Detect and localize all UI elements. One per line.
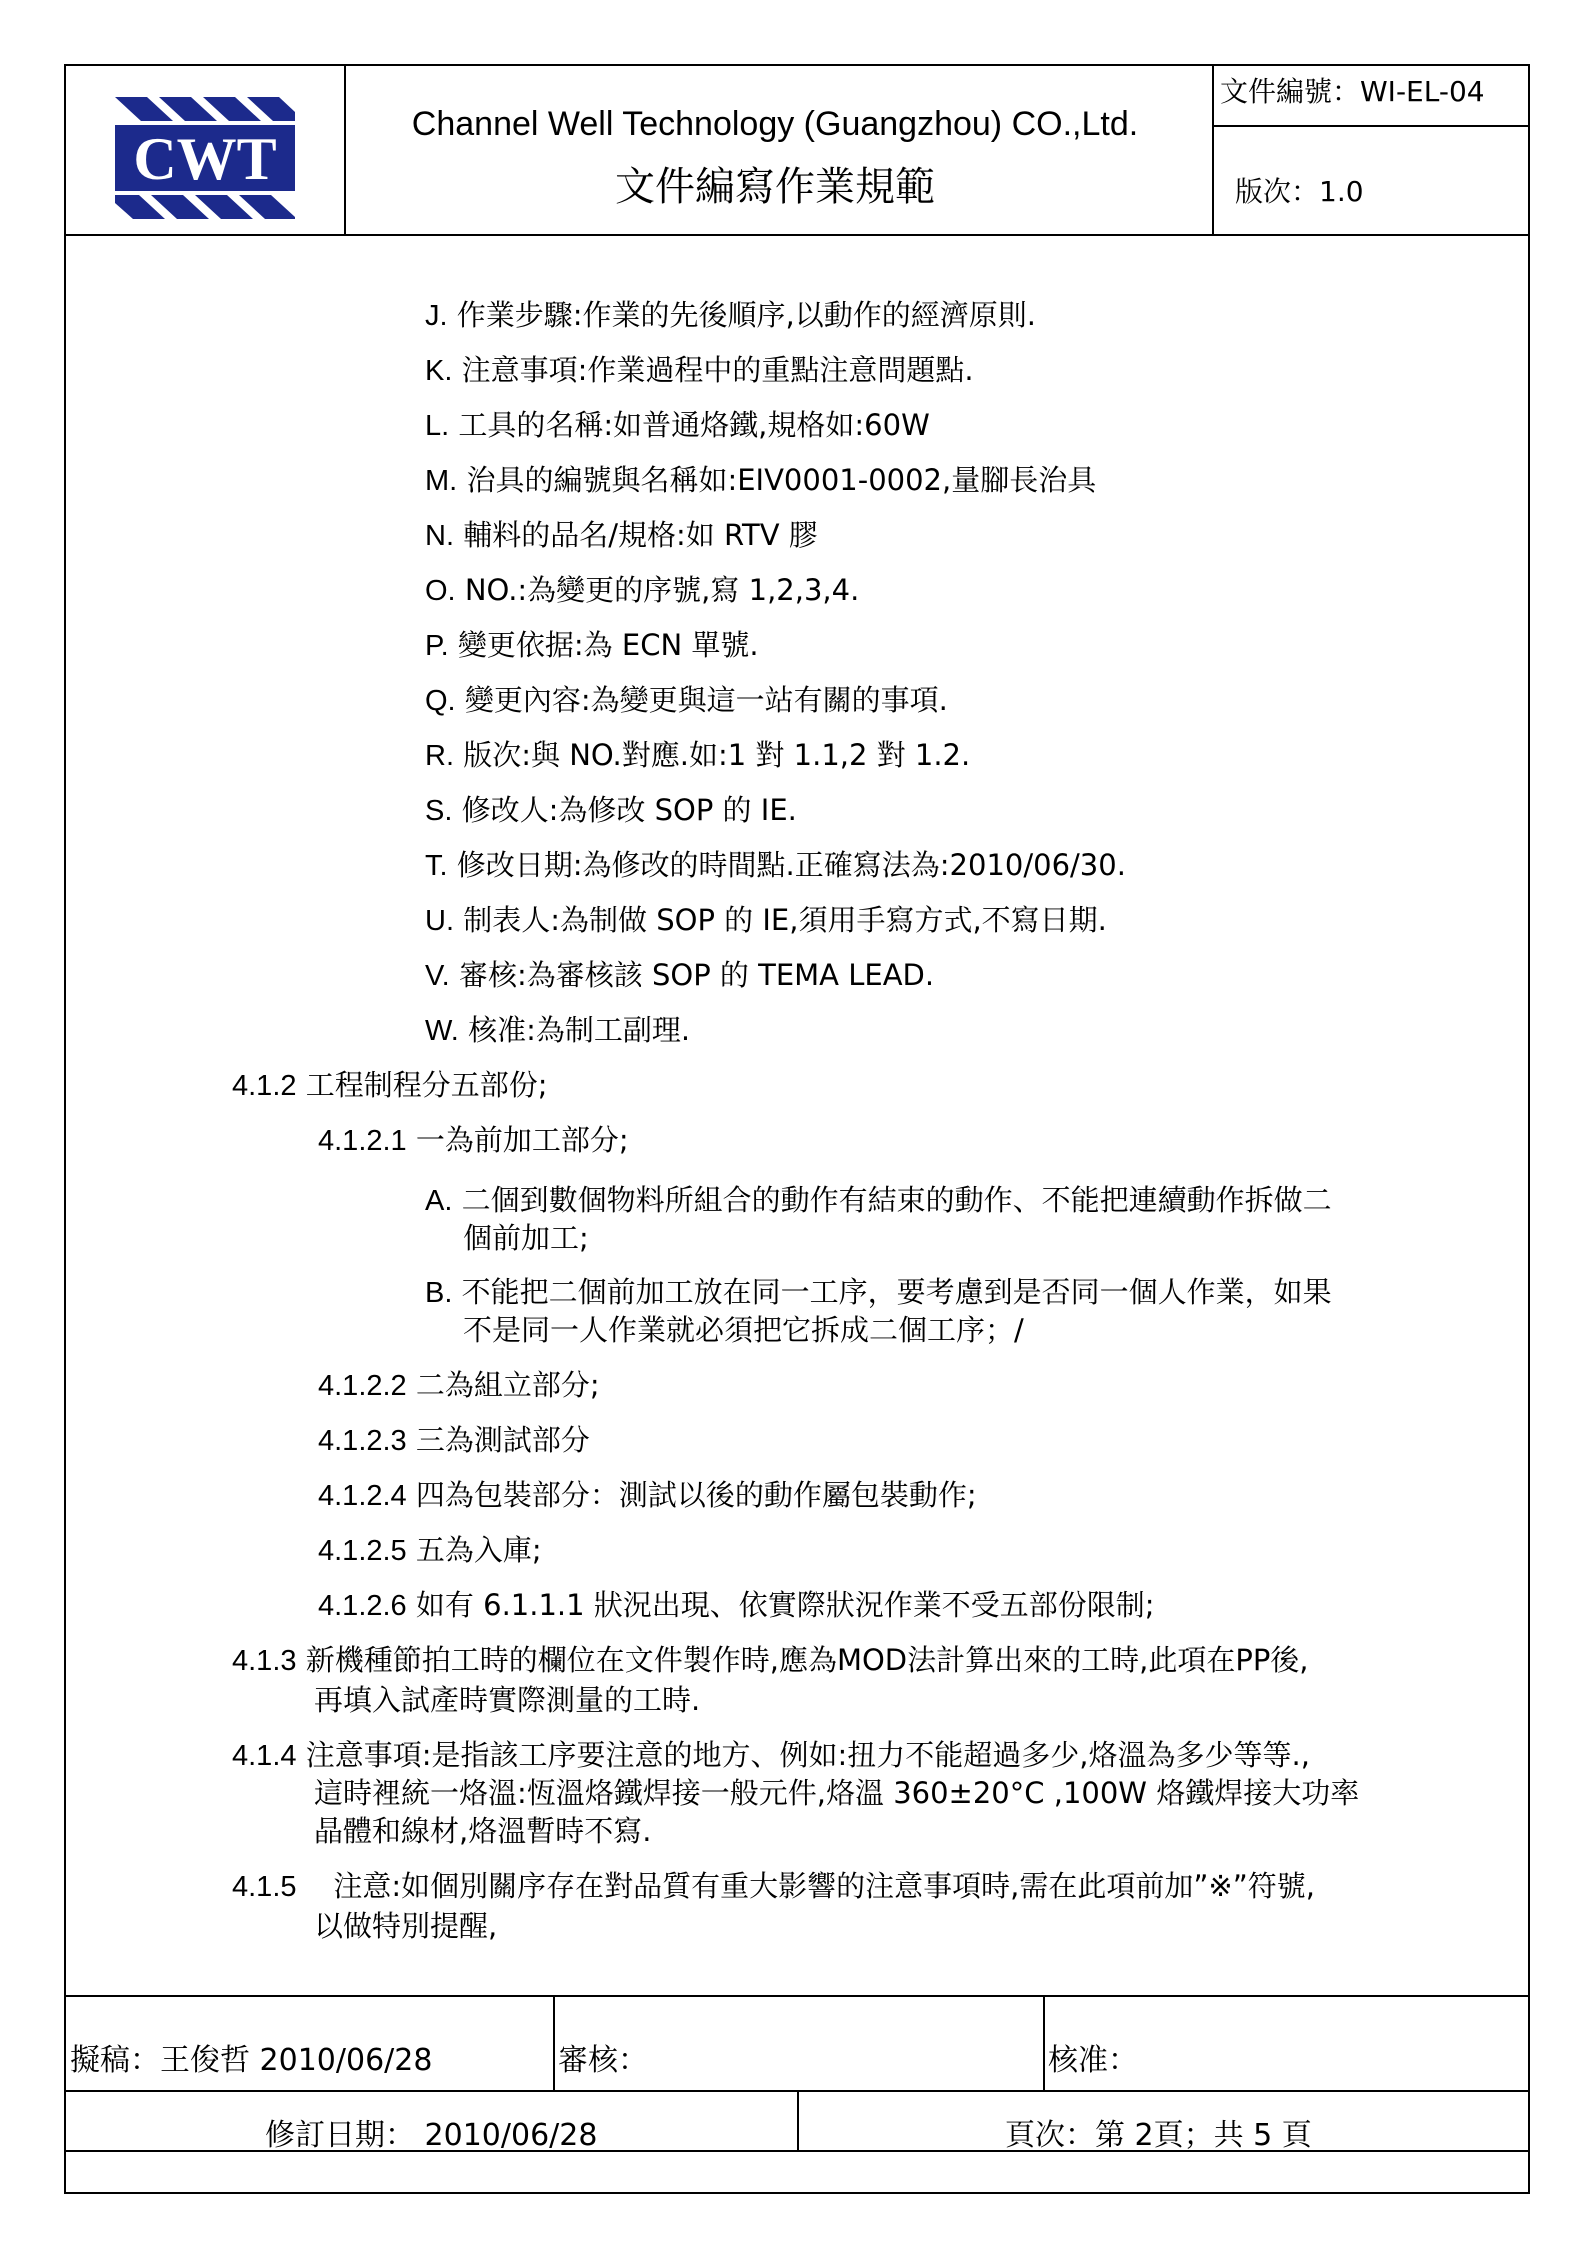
list-item: S. 修改人:為修改 SOP 的 IE. (425, 793, 797, 827)
list-item: L. 工具的名稱:如普通烙鐵,規格如:60W (425, 408, 930, 442)
approve-signature: 核准： (1048, 2043, 1138, 2078)
section-4-1-3-cont: 再填入試產時實際測量的工時. (314, 1683, 701, 1717)
footer-divider-v3 (797, 2090, 799, 2150)
section-4-1-2-2: 4.1.2.2 二為組立部分; (318, 1368, 600, 1402)
list-item: P. 變更依据:為 ECN 單號. (425, 628, 759, 662)
list-item: V. 審核:為審核該 SOP 的 TEMA LEAD. (425, 958, 935, 992)
document-version: 版次：1.0 (1235, 175, 1364, 208)
list-item: N. 輔料的品名/規格:如 RTV 膠 (425, 518, 818, 552)
footer-divider-v2 (1043, 1995, 1045, 2092)
section-4-1-3: 4.1.3 新機種節拍工時的欄位在文件製作時,應為MOD法計算出來的工時,此項在PP後, (232, 1643, 1309, 1677)
list-item: K. 注意事項:作業過程中的重點注意問題點. (425, 353, 974, 387)
section-4-1-2-1: 4.1.2.1 一為前加工部分; (318, 1123, 629, 1157)
sub-item-a: A. 二個到數個物料所組合的動作有結束的動作、不能把連續動作拆做二 (425, 1183, 1332, 1217)
company-name: Channel Well Technology (Guangzhou) CO.,Ltd. (411, 105, 1139, 143)
footer-top-line (64, 1995, 1530, 1997)
list-item: O. NO.:為變更的序號,寫 1,2,3,4. (425, 573, 860, 607)
list-item: Q. 變更內容:為變更與這一站有關的事項. (425, 683, 948, 717)
section-4-1-2-4: 4.1.2.4 四為包裝部分：測試以後的動作屬包裝動作; (318, 1478, 977, 1512)
section-4-1-4-cont1: 這時裡統一烙溫:恆溫烙鐵焊接一般元件,烙溫 360±20°C ,100W 烙鐵焊接大功率 (314, 1776, 1360, 1810)
draft-signature: 擬稿：王俊哲 2010/06/28 (70, 2043, 433, 2078)
page-number: 頁次：第 2頁；共 5 頁 (1005, 2118, 1312, 2153)
document-title: 文件編寫作業規範 (615, 164, 935, 210)
document-number: 文件編號：WI-EL-04 (1220, 75, 1485, 108)
sub-item-b: B. 不能把二個前加工放在同一工序，要考慮到是否同一個人作業，如果 (425, 1275, 1332, 1309)
list-item: U. 制表人:為制做 SOP 的 IE,須用手寫方式,不寫日期. (425, 903, 1107, 937)
section-4-1-2-3: 4.1.2.3 三為測試部分 (318, 1423, 590, 1457)
revision-date: 修訂日期： 2010/06/28 (265, 2118, 598, 2153)
section-4-1-2: 4.1.2 工程制程分五部份; (232, 1068, 548, 1102)
header-bottom-line (64, 234, 1530, 236)
list-item: M. 治具的編號與名稱如:EIV0001-0002,量腳長治具 (425, 463, 1097, 497)
list-item: W. 核准:為制工副理. (425, 1013, 691, 1047)
section-4-1-2-5: 4.1.2.5 五為入庫; (318, 1533, 542, 1567)
list-item: J. 作業步驟:作業的先後順序,以動作的經濟原則. (425, 298, 1036, 332)
sub-item-b-cont: 不是同一人作業就必須把它拆成二個工序；/ (463, 1313, 1024, 1347)
section-4-1-4-cont2: 晶體和線材,烙溫暫時不寫. (314, 1814, 652, 1848)
list-item: R. 版次:與 NO.對應.如:1 對 1.1,2 對 1.2. (425, 738, 971, 772)
logo-text: CWT (133, 126, 277, 192)
section-4-1-4: 4.1.4 注意事項:是指該工序要注意的地方、例如:扭力不能超過多少,烙溫為多少等等., (232, 1738, 1310, 1772)
list-item: T. 修改日期:為修改的時間點.正確寫法為:2010/06/30. (425, 848, 1126, 882)
footer-divider-v1 (553, 1995, 555, 2092)
sub-item-a-cont: 個前加工; (463, 1221, 589, 1255)
section-4-1-5-cont: 以做特別提醒, (314, 1909, 498, 1943)
header-divider-h-right (1212, 125, 1530, 127)
header-divider-v2 (1212, 64, 1214, 236)
section-4-1-5: 4.1.5 注意:如個別關序存在對品質有重大影響的注意事項時,需在此項前加”※”符號, (232, 1869, 1315, 1903)
cwt-logo (115, 95, 295, 223)
section-4-1-2-6: 4.1.2.6 如有 6.1.1.1 狀況出現、依實際狀況作業不受五部份限制; (318, 1588, 1155, 1622)
review-signature: 審核： (558, 2043, 648, 2078)
